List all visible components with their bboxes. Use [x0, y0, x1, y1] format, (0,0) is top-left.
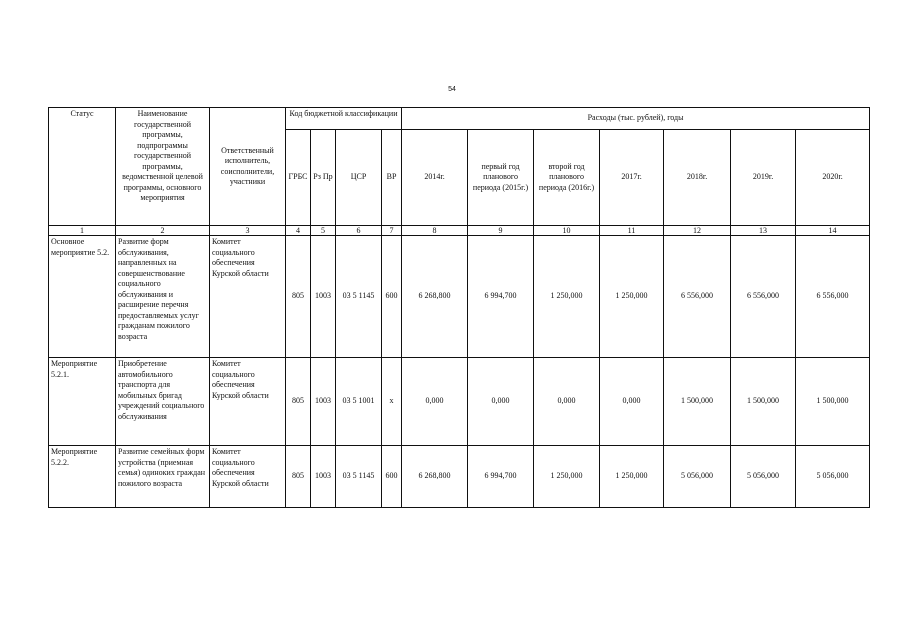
row-2014: 6 268,800 [402, 446, 468, 508]
header-expenses: Расходы (тыс. рублей), годы [402, 108, 870, 130]
table-row [49, 358, 870, 446]
header-csr: ЦСР [336, 130, 382, 226]
header-budget-code: Код бюджетной классификации [286, 108, 402, 130]
row-2015: 0,000 [468, 358, 534, 446]
column-number: 2 [116, 226, 210, 236]
header-2018: 2018г. [664, 130, 731, 226]
header-2019: 2019г. [731, 130, 796, 226]
column-number: 4 [286, 226, 311, 236]
column-number: 7 [382, 226, 402, 236]
row-2017: 1 250,000 [600, 236, 664, 358]
row-2018: 6 556,000 [664, 236, 731, 358]
row-name: Развитие семейных форм устройства (приемная семья) одиноких граждан пожилого возраста [116, 446, 210, 508]
row-2020: 6 556,000 [796, 236, 870, 358]
header-rzpr: Рз Пр [311, 130, 336, 226]
row-2017: 0,000 [600, 358, 664, 446]
header-grbs: ГРБС [286, 130, 311, 226]
row-2018: 1 500,000 [664, 358, 731, 446]
row-vr: 600 [382, 446, 402, 508]
row-2020: 5 056,000 [796, 446, 870, 508]
row-2016: 0,000 [534, 358, 600, 446]
row-2015: 6 994,700 [468, 446, 534, 508]
column-number: 9 [468, 226, 534, 236]
row-name: Развитие форм обслуживания, направленных на совершенствование социального обслуживания и расширение перечня предоставляемых услуг гражданам пожилого возраста [116, 236, 210, 358]
column-number-row [49, 226, 870, 236]
column-number: 1 [49, 226, 116, 236]
row-rzpr: 1003 [311, 358, 336, 446]
row-grbs: 805 [286, 358, 311, 446]
column-number: 3 [210, 226, 286, 236]
row-status: Мероприятие 5.2.2. [49, 446, 116, 508]
row-csr: 03 5 1145 [336, 446, 382, 508]
column-number: 10 [534, 226, 600, 236]
table-row [49, 236, 870, 358]
row-rzpr: 1003 [311, 446, 336, 508]
row-responsible: Комитет социального обеспечения Курской области [210, 358, 286, 446]
row-grbs: 805 [286, 446, 311, 508]
header-vr: ВР [382, 130, 402, 226]
header-2016: второй год планового периода (2016г.) [534, 130, 600, 226]
row-2016: 1 250,000 [534, 236, 600, 358]
row-2015: 6 994,700 [468, 236, 534, 358]
header-status: Статус [49, 108, 116, 226]
row-2018: 5 056,000 [664, 446, 731, 508]
row-vr: х [382, 358, 402, 446]
column-number: 13 [731, 226, 796, 236]
row-2019: 6 556,000 [731, 236, 796, 358]
row-name: Приобретение автомобильного транспорта для мобильных бригад учреждений социального обслуживания [116, 358, 210, 446]
column-number: 12 [664, 226, 731, 236]
column-number: 14 [796, 226, 870, 236]
column-number: 6 [336, 226, 382, 236]
header-2017: 2017г. [600, 130, 664, 226]
header-2020: 2020г. [796, 130, 870, 226]
row-2019: 5 056,000 [731, 446, 796, 508]
row-status: Основное мероприятие 5.2. [49, 236, 116, 358]
page-number: 54 [448, 86, 456, 93]
row-rzpr: 1003 [311, 236, 336, 358]
row-responsible: Комитет социального обеспечения Курской области [210, 446, 286, 508]
budget-table [48, 107, 870, 508]
column-number: 8 [402, 226, 468, 236]
row-2014: 0,000 [402, 358, 468, 446]
header-program-name: Наименование государственной программы, подпрограммы государственной программы, ведомственной целевой программы, основного мероприятия [116, 108, 210, 226]
table-row [49, 446, 870, 508]
row-csr: 03 5 1001 [336, 358, 382, 446]
row-2014: 6 268,800 [402, 236, 468, 358]
row-2020: 1 500,000 [796, 358, 870, 446]
row-responsible: Комитет социального обеспечения Курской области [210, 236, 286, 358]
row-grbs: 805 [286, 236, 311, 358]
column-number: 11 [600, 226, 664, 236]
header-responsible: Ответственный исполнитель, соисполнители, участники [210, 108, 286, 226]
row-2017: 1 250,000 [600, 446, 664, 508]
column-number: 5 [311, 226, 336, 236]
row-2019: 1 500,000 [731, 358, 796, 446]
row-vr: 600 [382, 236, 402, 358]
header-2015: первый год планового периода (2015г.) [468, 130, 534, 226]
row-2016: 1 250,000 [534, 446, 600, 508]
header-2014: 2014г. [402, 130, 468, 226]
row-status: Мероприятие 5.2.1. [49, 358, 116, 446]
row-csr: 03 5 1145 [336, 236, 382, 358]
